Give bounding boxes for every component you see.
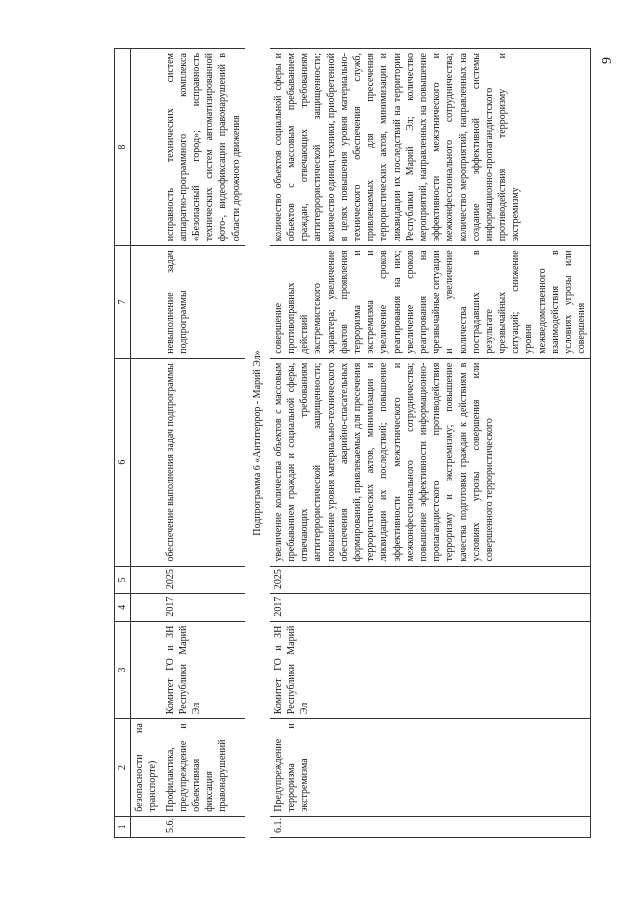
rotated-table-frame <box>114 48 634 838</box>
start-year: 2017 <box>270 594 591 622</box>
program-table <box>114 48 591 838</box>
table-row <box>270 49 591 838</box>
header-cell-3: 3 <box>115 621 131 719</box>
header-cell-8: 8 <box>115 49 131 246</box>
subprogram-title: Подпрограмма 6 «Антитеррор - Марий Эл» <box>251 350 263 536</box>
table-row <box>131 49 162 838</box>
end-year: 2025 <box>270 566 591 594</box>
executor: Комитет ГО и ЗН Республики Марий Эл <box>270 621 591 719</box>
table-row <box>162 49 245 838</box>
empty-cell <box>131 621 162 719</box>
executor: Комитет ГО и ЗН Республики Марий Эл <box>162 621 245 719</box>
header-cell-7: 7 <box>115 246 131 358</box>
row-number: 5.6. <box>162 816 245 837</box>
measure-name: Профилактика, предупреждение и объективная фиксация правонарушений <box>162 719 245 817</box>
non-implementation-consequence: совершение противоправных действий экстремистского характера; увеличение фактов проявления терроризма и экстремизма и увеличение сроков реагирования на них; увеличение сроков реагирования на чрезвычайные ситуации и увеличение количества пострадавших в результате чрезвычайных ситуаций; снижение уровня межведомственного взаимодействия в условиях угрозы или совершения <box>270 246 591 358</box>
header-cell-5: 5 <box>115 566 131 594</box>
header-row <box>115 49 131 838</box>
non-implementation-consequence: невыполнение задач подпрограммы <box>162 246 245 358</box>
empty-cell <box>131 358 162 566</box>
empty-cell <box>131 49 162 246</box>
start-year: 2017 <box>162 594 245 622</box>
subprogram-row <box>245 49 270 838</box>
header-cell-1: 1 <box>115 816 131 837</box>
page-number: 9 <box>600 57 615 64</box>
measure-name: безопасности на транспорте) <box>131 719 162 817</box>
end-year: 2025 <box>162 566 245 594</box>
related-indicator: количество объектов социальной сферы и объектов с массовым пребыванием граждан, отвечающих требованиям антитеррористической защищенности; количество единиц техники, приобретенной в целях повышения уровня материально-технического обеспечения служб, привлекаемых для пресечения террористических актов, минимизации и ликвидации их последствий на территории Республики Марий Эл; количество мероприятий, направленных на повышение эффективности межэтнического и межконфессионального сотрудничества; количество мероприятий, направленных на создание эффективной системы информационно-пропагандистского противодействия терроризму и экстремизму <box>270 49 591 246</box>
expected-result: обеспечение выполнения задач подпрограммы <box>162 358 245 566</box>
row-number <box>131 816 162 837</box>
row-number: 6.1. <box>270 816 591 837</box>
header-cell-2: 2 <box>115 719 131 817</box>
empty-cell <box>131 566 162 594</box>
empty-cell <box>131 594 162 622</box>
measure-name: Предупреждение терроризма и экстремизма <box>270 719 591 817</box>
header-cell-4: 4 <box>115 594 131 622</box>
empty-cell <box>131 246 162 358</box>
related-indicator: исправность технических систем аппаратно-программного комплекса «Безопасный город»; исправность технических систем автоматизированной фото-, видеофиксации правонарушений в области дорожного движения <box>162 49 245 246</box>
expected-result: увеличение количества объектов с массовым пребыванием граждан и социальной сферы, отвечающих требованиям антитеррористической защищенности; повышение уровня материально-технического обеспечения аварийно-спасательных формирований, привлекаемых для пресечения террористических актов, минимизации и ликвидации их последствий; повышение эффективности межэтнического и межконфессионального сотрудничества; повышение эффективности информационно-пропагандистского противодействия терроризму и экстремизму; повышение качества подготовки граждан к действиям в условиях угрозы совершения или совершенного террористического <box>270 358 591 566</box>
header-cell-6: 6 <box>115 358 131 566</box>
